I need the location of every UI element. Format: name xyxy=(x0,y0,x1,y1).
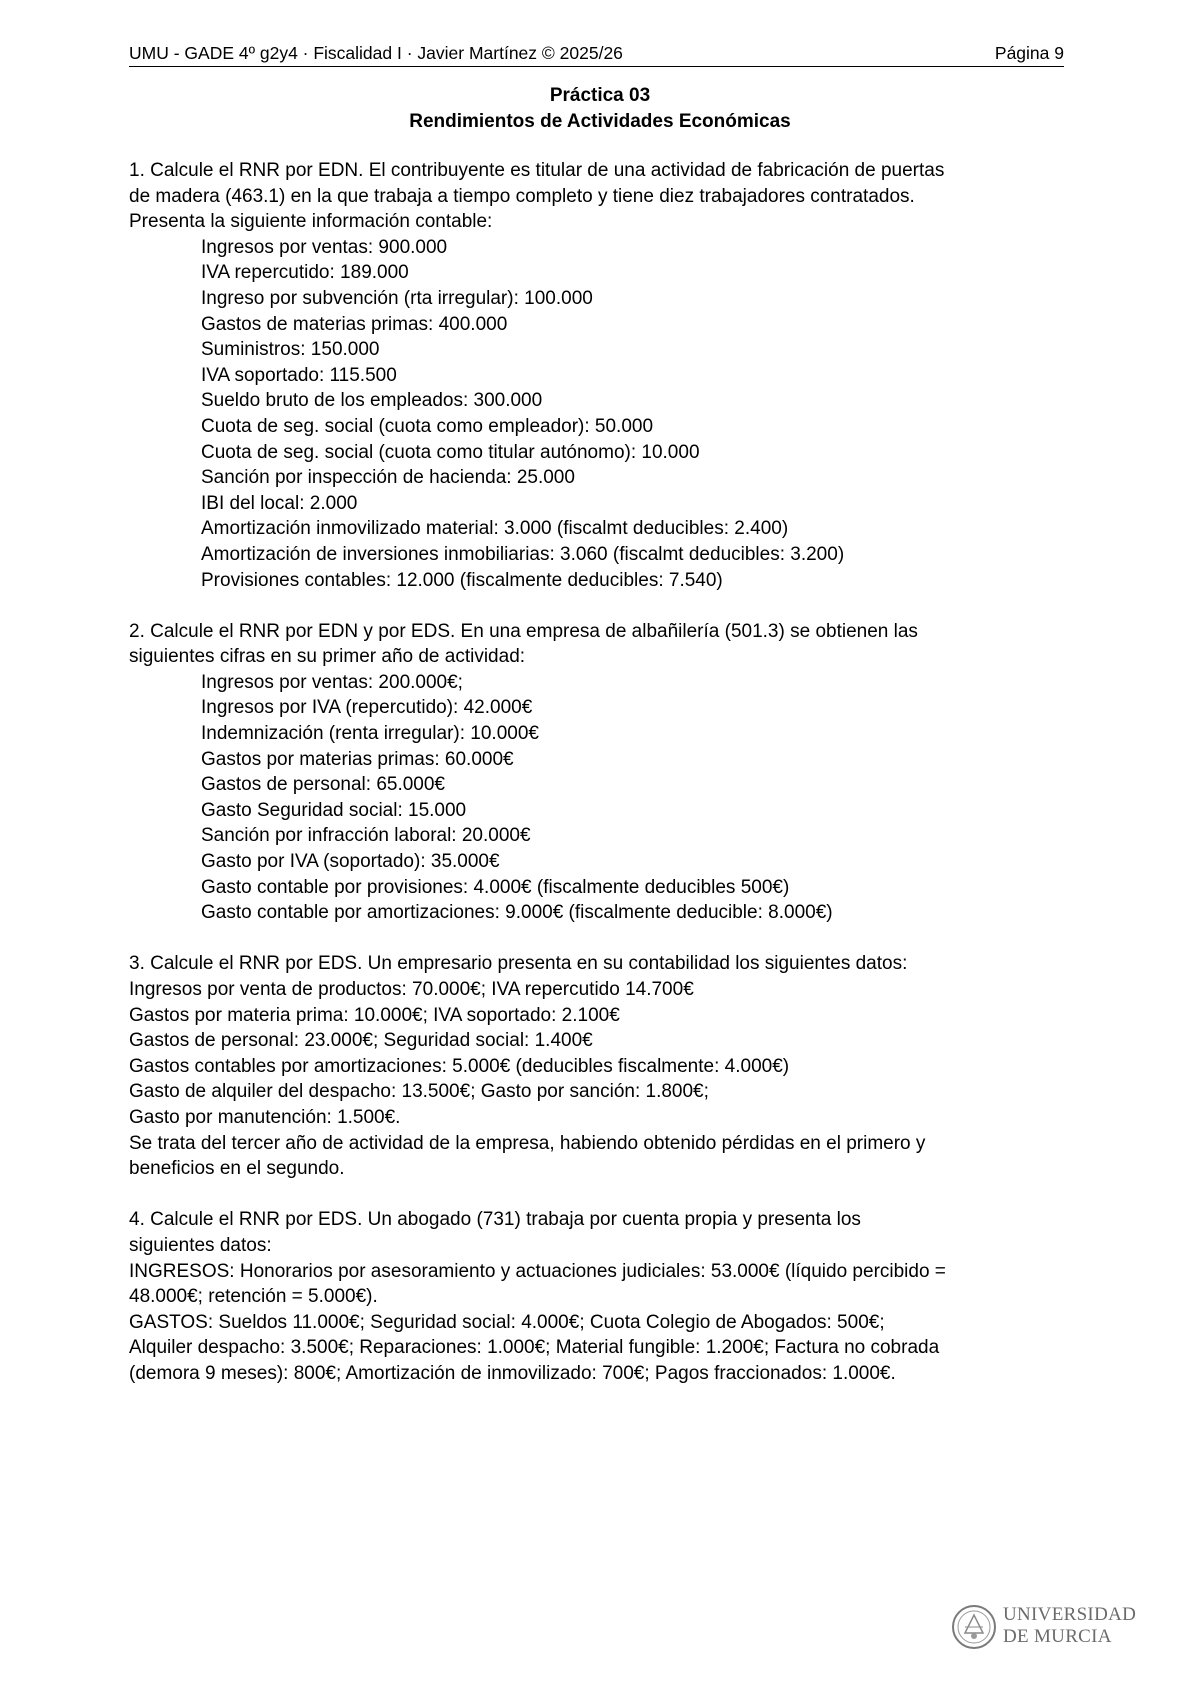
list-item: Ingresos por IVA (repercutido): 42.000€ xyxy=(201,697,533,719)
exercise-1-intro-line: 1. Calcule el RNR por EDN. El contribuyente es titular de una actividad de fabricación de puertas xyxy=(129,160,945,181)
exercise-3-line: Se trata del tercer año de actividad de la empresa, habiendo obtenido pérdidas en el primero y xyxy=(129,1132,926,1154)
logo-line-2: DE MURCIA xyxy=(1003,1626,1112,1647)
list-item: Gastos de materias primas: 400.000 xyxy=(201,313,508,335)
exercises-content xyxy=(129,158,1089,1387)
practice-title: Práctica 03 xyxy=(549,85,651,106)
university-seal-icon xyxy=(951,1602,997,1652)
exercise-4-line: 4. Calcule el RNR por EDS. Un abogado (731) trabaja por cuenta propia y presenta los xyxy=(129,1209,861,1231)
list-item: Ingresos por ventas: 200.000€; xyxy=(201,671,463,693)
exercise-3-line: Gasto de alquiler del despacho: 13.500€; Gasto por sanción: 1.800€; xyxy=(129,1081,709,1103)
list-item: IVA repercutido: 189.000 xyxy=(201,262,409,284)
exercise-4 xyxy=(129,1207,1089,1386)
list-item: Sanción por infracción laboral: 20.000€ xyxy=(201,825,531,847)
exercise-4-line: (demora 9 meses): 800€; Amortización de inmovilizado: 700€; Pagos fraccionados: 1.000€. xyxy=(129,1362,896,1384)
list-item: Sanción por inspección de hacienda: 25.000 xyxy=(201,467,575,489)
exercise-1-intro-line: Presenta la siguiente información contable: xyxy=(129,211,493,233)
list-item: Sueldo bruto de los empleados: 300.000 xyxy=(201,390,543,412)
exercise-3-line: Gastos por materia prima: 10.000€; IVA soportado: 2.100€ xyxy=(129,1004,620,1026)
exercise-3-line: beneficios en el segundo. xyxy=(129,1158,345,1180)
exercise-2-intro-line: siguientes cifras en su primer año de actividad: xyxy=(129,646,526,668)
exercise-4-line: INGRESOS: Honorarios por asesoramiento y actuaciones judiciales: 53.000€ (líquido percibido = xyxy=(129,1260,946,1282)
header-course-info: UMU - GADE 4º g2y4 · Fiscalidad I · Javier Martínez © 2025/26 xyxy=(129,43,623,63)
exercise-1-intro-line: de madera (463.1) en la que trabaja a tiempo completo y tiene diez trabajadores contratados. xyxy=(129,185,915,207)
list-item: Gasto por IVA (soportado): 35.000€ xyxy=(201,851,500,873)
list-item: Amortización inmovilizado material: 3.000 (fiscalmt deducibles: 2.400) xyxy=(201,518,789,540)
list-item: Gasto Seguridad social: 15.000 xyxy=(201,799,467,821)
list-item: Ingreso por subvención (rta irregular): 100.000 xyxy=(201,287,593,309)
exercise-2-data-list xyxy=(129,670,1089,926)
page-header xyxy=(129,42,1064,67)
exercise-3 xyxy=(129,951,1089,1181)
exercise-4-line: 48.000€; retención = 5.000€). xyxy=(129,1286,378,1308)
list-item: Cuota de seg. social (cuota como titular autónomo): 10.000 xyxy=(201,441,700,463)
practice-heading xyxy=(0,83,1200,135)
exercise-3-line: Gastos contables por amortizaciones: 5.000€ (deducibles fiscalmente: 4.000€) xyxy=(129,1055,790,1077)
practice-subtitle: Rendimientos de Actividades Económicas xyxy=(409,111,791,132)
list-item: IBI del local: 2.000 xyxy=(201,492,358,514)
list-item: Provisiones contables: 12.000 (fiscalmente deducibles: 7.540) xyxy=(201,569,723,591)
header-page-number: Página 9 xyxy=(994,43,1064,63)
exercise-2-intro-line: 2. Calcule el RNR por EDN y por EDS. En una empresa de albañilería (501.3) se obtienen las xyxy=(129,620,918,642)
exercise-2 xyxy=(129,619,1089,926)
list-item: Amortización de inversiones inmobiliarias: 3.060 (fiscalmt deducibles: 3.200) xyxy=(201,543,845,565)
exercise-3-line: Gastos de personal: 23.000€; Seguridad social: 1.400€ xyxy=(129,1030,593,1052)
logo-line-1: UNIVERSIDAD xyxy=(1003,1604,1137,1625)
list-item: Suministros: 150.000 xyxy=(201,339,380,361)
list-item: Cuota de seg. social (cuota como empleador): 50.000 xyxy=(201,415,654,437)
exercise-4-line: GASTOS: Sueldos 11.000€; Seguridad social: 4.000€; Cuota Colegio de Abogados: 500€; xyxy=(129,1311,885,1333)
university-logo-text xyxy=(1003,1604,1136,1648)
exercise-1-data-list xyxy=(129,235,1089,593)
list-item: Ingresos por ventas: 900.000 xyxy=(201,236,448,258)
list-item: Gastos de personal: 65.000€ xyxy=(201,774,446,796)
list-item: Gasto contable por amortizaciones: 9.000€ (fiscalmente deducible: 8.000€) xyxy=(201,902,833,924)
exercise-3-line: 3. Calcule el RNR por EDS. Un empresario presenta en su contabilidad los siguientes datos: xyxy=(129,953,908,975)
university-logo xyxy=(951,1602,1137,1654)
list-item: Gastos por materias primas: 60.000€ xyxy=(201,748,514,770)
list-item: Indemnización (renta irregular): 10.000€ xyxy=(201,723,539,745)
exercise-4-line: Alquiler despacho: 3.500€; Reparaciones: 1.000€; Material fungible: 1.200€; Factura no cobrada xyxy=(129,1337,940,1359)
exercise-4-line: siguientes datos: xyxy=(129,1234,272,1256)
exercise-3-line: Gasto por manutención: 1.500€. xyxy=(129,1106,401,1128)
exercise-3-line: Ingresos por venta de productos: 70.000€; IVA repercutido 14.700€ xyxy=(129,979,694,1000)
list-item: Gasto contable por provisiones: 4.000€ (fiscalmente deducibles 500€) xyxy=(201,876,790,898)
list-item: IVA soportado: 115.500 xyxy=(201,364,397,386)
exercise-1 xyxy=(129,158,1089,593)
